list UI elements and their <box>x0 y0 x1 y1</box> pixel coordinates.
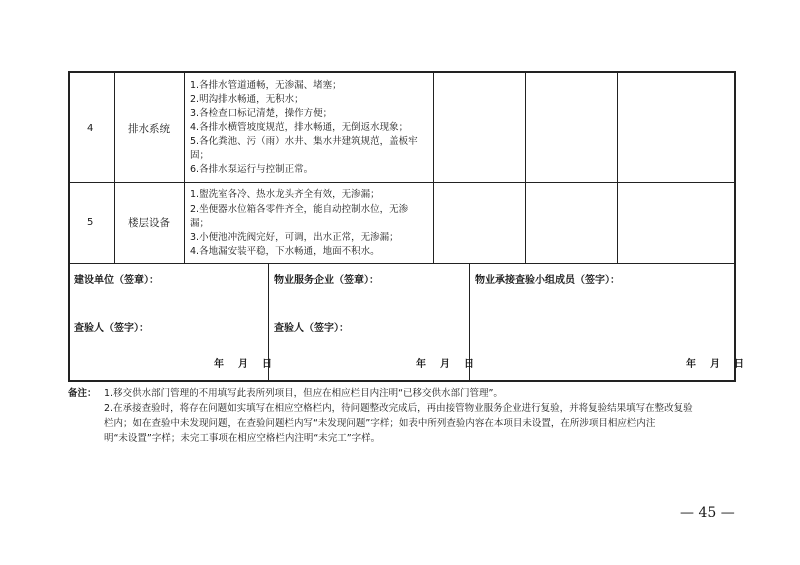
requirement-item: 1.各排水管道通畅，无渗漏、堵塞； <box>190 80 342 91</box>
requirement-item: 1.盥洗室各冷、热水龙头齐全有效，无渗漏； <box>190 189 380 200</box>
property-company-label: 物业服务企业（签章）： <box>274 275 379 286</box>
date-month: 月 <box>710 359 720 370</box>
signature-date <box>214 359 272 372</box>
system-name: 楼层设备 <box>128 217 170 229</box>
note-line: 栏内；如在查验中未发现问题，在查验问题栏内写“未发现问题”字样；如表中所列查验内容在本项目未设置，在所涉项目相应栏内注 <box>104 418 656 429</box>
table-right-border <box>734 71 736 382</box>
signature-date <box>686 359 744 372</box>
note-line: 1.移交供水部门管理的不用填写此表所列项目，但应在相应栏目内注明“已移交供水部门管理”。 <box>104 388 503 399</box>
date-month: 月 <box>440 359 450 370</box>
system-name: 排水系统 <box>128 123 170 135</box>
date-year: 年 <box>214 359 224 370</box>
column-divider <box>184 71 185 263</box>
date-year: 年 <box>416 359 426 370</box>
signature-date <box>416 359 474 372</box>
requirement-item: 4.各排水横管坡度规范，排水畅通，无倒返水现象； <box>190 122 409 133</box>
row-divider <box>68 263 736 264</box>
inspector-label: 查验人（签字）： <box>74 323 149 334</box>
table-left-border <box>68 71 70 382</box>
requirement-item: 漏； <box>190 218 210 229</box>
inspection-team-label: 物业承接查验小组成员（签字）： <box>475 275 620 286</box>
requirement-item: 固； <box>190 150 210 161</box>
notes-prefix: 备注： <box>68 388 97 399</box>
row-divider <box>68 182 736 183</box>
requirement-item: 3.各检查口标记清楚，操作方便； <box>190 108 333 119</box>
date-month: 月 <box>238 359 248 370</box>
date-year: 年 <box>686 359 696 370</box>
construction-unit-label: 建设单位（签章）： <box>74 275 159 286</box>
date-day: 日 <box>734 359 744 370</box>
inspector-label: 查验人（签字）： <box>274 323 349 334</box>
column-divider <box>525 71 526 263</box>
date-day: 日 <box>262 359 272 370</box>
note-line: 2.在承接查验时，将存在问题如实填写在相应空格栏内，待问题整改完成后，再由接管物业服务企业进行复验，并将复验结果填写在整改复验 <box>104 403 693 414</box>
requirement-item: 2.明沟排水畅通，无积水； <box>190 94 304 105</box>
note-line: 明“未设置”字样；未完工事项在相应空格栏内注明“未完工”字样。 <box>104 433 381 444</box>
table-top-border <box>68 71 736 73</box>
requirement-item: 2.坐便器水位箱各零件齐全，能自动控制水位，无渗 <box>190 204 409 215</box>
column-divider <box>617 71 618 263</box>
page-number: — 45 — <box>680 505 735 521</box>
requirement-item: 6.各排水泵运行与控制正常。 <box>190 164 314 175</box>
row-number: 5 <box>87 217 94 228</box>
requirement-item: 4.各地漏安装平稳，下水畅通，地面不积水。 <box>190 246 380 257</box>
requirement-item: 5.各化粪池、污（雨）水井、集水井建筑规范，盖板牢 <box>190 136 418 147</box>
row-number: 4 <box>87 123 94 134</box>
column-divider <box>433 71 434 263</box>
requirement-item: 3.小便池冲洗阀完好，可调，出水正常，无渗漏； <box>190 232 399 243</box>
table-bottom-border <box>68 380 736 382</box>
column-divider <box>114 71 115 263</box>
date-day: 日 <box>464 359 474 370</box>
